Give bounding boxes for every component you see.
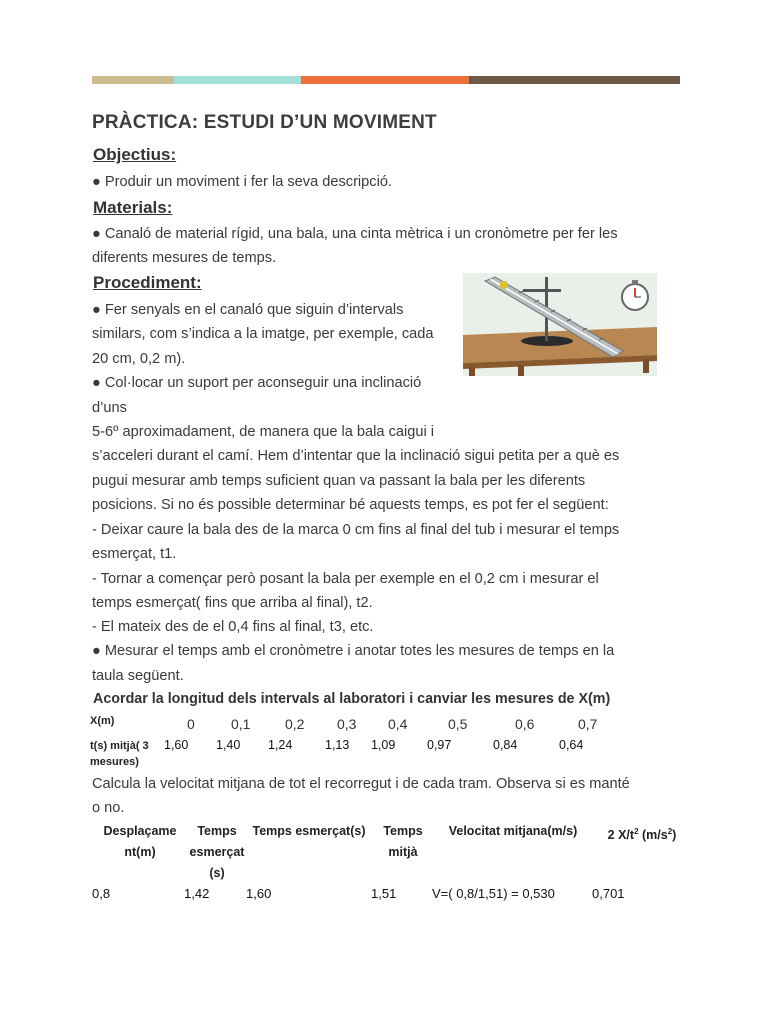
procedure-line: pugui mesurar amb temps suficient quan va passant la bala per les diferents — [92, 473, 586, 489]
x-value: 0,5 — [448, 716, 468, 732]
procedure-line: - Tornar a començar però posant la bala per exemple en el 0,2 cm i mesurar el — [92, 571, 599, 587]
t-label: mesures) — [90, 756, 139, 768]
procedure-line: - Deixar caure la bala des de la marca 0 cm fins al final del tub i mesurar el temps — [92, 522, 620, 538]
procedure-line: 5-6º aproximadament, de manera que la bala caigui i — [92, 424, 434, 440]
col-header-time-spent: Temps esmerçat(s) — [252, 824, 366, 838]
t-value: 0,97 — [427, 738, 452, 752]
calc-line: Calcula la velocitat mitjana de tot el recorregut i de cada tram. Observa si es manté — [92, 776, 630, 792]
band-segment-beige — [92, 76, 174, 84]
table-row-cell: 1,51 — [371, 886, 397, 901]
materials-line: diferents mesures de temps. — [92, 250, 277, 266]
procedure-line: 20 cm, 0,2 m). — [92, 351, 186, 367]
table-row-cell: 0,8 — [92, 886, 111, 901]
header-color-band — [92, 76, 680, 84]
procedure-line: temps esmerçat( fins que arriba al final), t2. — [92, 595, 373, 611]
procedure-line: esmerçat, t1. — [92, 546, 177, 562]
x-label: X(m) — [90, 715, 115, 727]
calc-line: o no. — [92, 800, 125, 816]
procedure-line: - El mateix des de el 0,4 fins al final, t3, etc. — [92, 619, 374, 635]
procedure-line: s’acceleri durant el camí. Hem d’intentar que la inclinació sigui petita per a què es — [92, 448, 620, 464]
procedure-line: similars, com s’indica a la imatge, per exemple, cada — [92, 326, 434, 342]
page-title: PRÀCTICA: ESTUDI D’UN MOVIMENT — [92, 112, 437, 133]
materials-heading: Materials: — [93, 198, 173, 217]
t-value: 1,09 — [371, 738, 396, 752]
col-header-acceleration: 2 $X/t^2$ $(m/s^2)$ — [607, 827, 677, 843]
t-value: 0,64 — [559, 738, 584, 752]
band-segment-orange — [301, 76, 469, 84]
procedure-line: d’uns — [92, 400, 127, 416]
procedure-line: ● Fer senyals en el canaló que siguin d’intervals — [92, 302, 404, 318]
col-header-time: Temps esmerçat (s) — [189, 824, 245, 880]
table-row-cell: V=( 0,8/1,51) = 0,530 — [432, 886, 555, 901]
table-row-cell: 0,701 — [592, 886, 625, 901]
col-header-avg-velocity: Velocitat mitjana(m/s) — [448, 824, 578, 838]
t-value: 1,60 — [164, 738, 189, 752]
procedure-line: taula següent. — [92, 668, 184, 684]
col-header-avg-time: Temps mitjà — [383, 824, 423, 859]
x-value: 0,1 — [231, 716, 251, 732]
procedure-heading: Procediment: — [93, 273, 202, 292]
band-segment-teal — [174, 76, 301, 84]
materials-line: ● Canaló de material rígid, una bala, una cinta mètrica i un cronòmetre per fer les — [92, 226, 618, 242]
t-value: 1,24 — [268, 738, 293, 752]
x-value: 0,3 — [337, 716, 357, 732]
x-value: 0 — [187, 716, 195, 732]
inclined-channel-illustration — [463, 273, 657, 376]
table-row-cell: 1,42 — [184, 886, 210, 901]
x-value: 0,4 — [388, 716, 408, 732]
band-segment-brown — [469, 76, 680, 84]
col-header-displacement: Desplaçame nt(m) — [103, 824, 177, 859]
procedure-line: ● Col·locar un suport per aconseguir una inclinació — [92, 375, 422, 391]
procedure-line: ● Mesurar el temps amb el cronòmetre i anotar totes les mesures de temps en la — [92, 643, 615, 659]
agree-note: Acordar la longitud dels intervals al laboratori i canviar les mesures de X(m) — [93, 691, 611, 707]
t-value: 1,40 — [216, 738, 241, 752]
objectives-heading: Objectius: — [93, 145, 177, 164]
objective-item: ● Produir un moviment i fer la seva descripció. — [92, 174, 392, 190]
table-row-cell: 1,60 — [246, 886, 272, 901]
procedure-line: posicions. Si no és possible determinar bé aquests temps, es pot fer el següent: — [92, 497, 609, 513]
x-value: 0,6 — [515, 716, 535, 732]
x-value: 0,7 — [578, 716, 598, 732]
t-value: 1,13 — [325, 738, 350, 752]
t-label: t(s) mitjà( 3 — [90, 740, 149, 752]
t-value: 0,84 — [493, 738, 518, 752]
x-value: 0,2 — [285, 716, 305, 732]
